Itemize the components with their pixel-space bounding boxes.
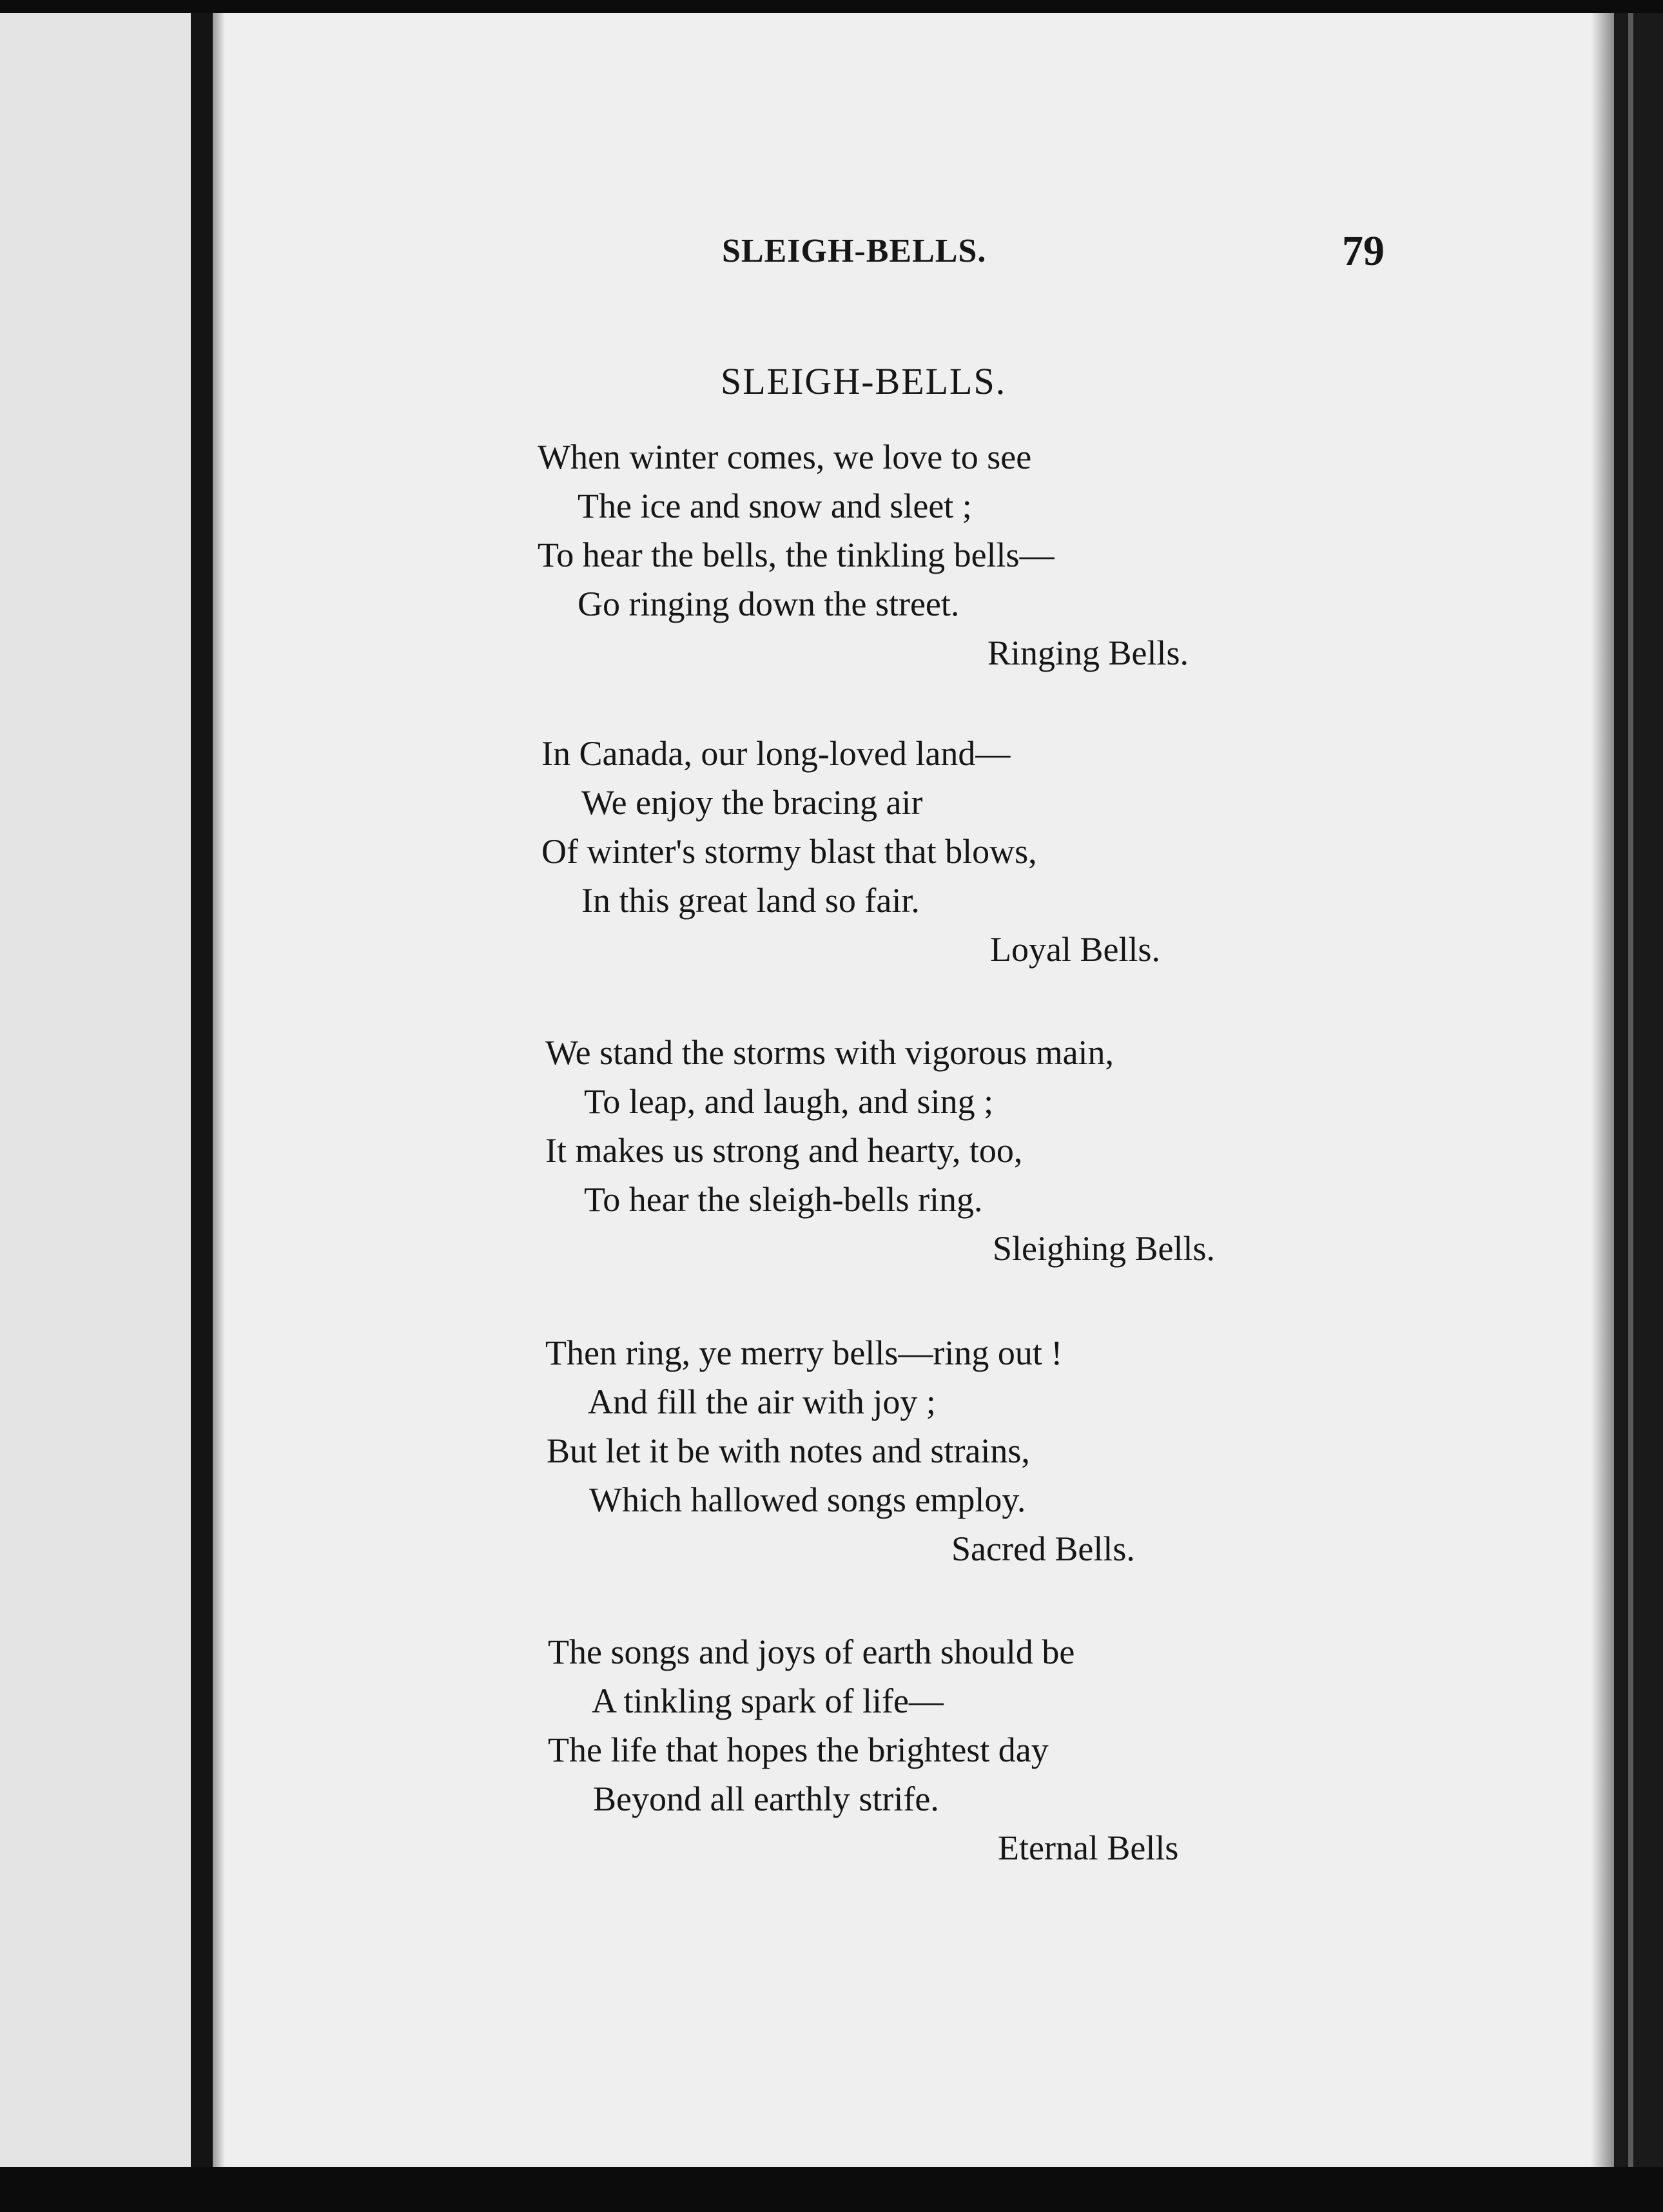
stanza-2-line-1: In Canada, our long-loved land— <box>541 734 1011 773</box>
stanza-3-line-1: We stand the storms with vigorous main, <box>545 1033 1114 1072</box>
bottom-scan-border <box>0 2167 1663 2212</box>
gutter-shadow <box>213 13 224 2167</box>
left-facing-page <box>0 13 191 2167</box>
stanza-2-line-3: Of winter's stormy blast that blows, <box>541 832 1037 871</box>
stanza-1-line-3: To hear the bells, the tinkling bells— <box>538 536 1055 574</box>
stanza-5-line-1: The songs and joys of earth should be <box>548 1633 1075 1671</box>
page-number: 79 <box>1342 228 1385 275</box>
right-scan-border <box>1614 13 1663 2167</box>
stanza-3-line-3: It makes us strong and hearty, too, <box>545 1131 1023 1170</box>
stanza-2-line-2: We enjoy the bracing air <box>581 783 923 822</box>
stanza-5-line-4: Beyond all earthly strife. <box>593 1780 939 1818</box>
stanza-5-refrain: Eternal Bells <box>998 1829 1179 1867</box>
stanza-1-line-4: Go ringing down the street. <box>578 585 960 623</box>
stanza-4-line-2: And fill the air with joy ; <box>588 1382 936 1421</box>
stanza-4-line-3: But let it be with notes and strains, <box>547 1431 1030 1470</box>
page-edge-shadow <box>1591 13 1614 2167</box>
stanza-2-refrain: Loyal Bells. <box>990 930 1160 969</box>
stanza-5-line-3: The life that hopes the brightest day <box>548 1731 1049 1769</box>
stanza-4-line-4: Which hallowed songs employ. <box>589 1480 1026 1519</box>
stanza-1-line-2: The ice and snow and sleet ; <box>578 487 972 525</box>
stanza-4-line-1: Then ring, ye merry bells—ring out ! <box>545 1334 1063 1372</box>
top-scan-border <box>0 0 1663 13</box>
stanza-2-line-4: In this great land so fair. <box>581 881 920 920</box>
running-head: SLEIGH-BELLS. <box>722 233 987 269</box>
poem-title: SLEIGH-BELLS. <box>721 360 1007 402</box>
stanza-3-line-2: To leap, and laugh, and sing ; <box>584 1082 994 1121</box>
stanza-3-refrain: Sleighing Bells. <box>993 1229 1216 1268</box>
stanza-1-refrain: Ringing Bells. <box>987 634 1189 672</box>
book-gutter <box>191 13 213 2167</box>
stanza-4-refrain: Sacred Bells. <box>951 1529 1135 1568</box>
stanza-1-line-1: When winter comes, we love to see <box>538 438 1032 476</box>
page-block-edge <box>1628 13 1633 2167</box>
stanza-3-line-4: To hear the sleigh-bells ring. <box>584 1180 983 1219</box>
stanza-5-line-2: A tinkling spark of life— <box>592 1682 944 1720</box>
